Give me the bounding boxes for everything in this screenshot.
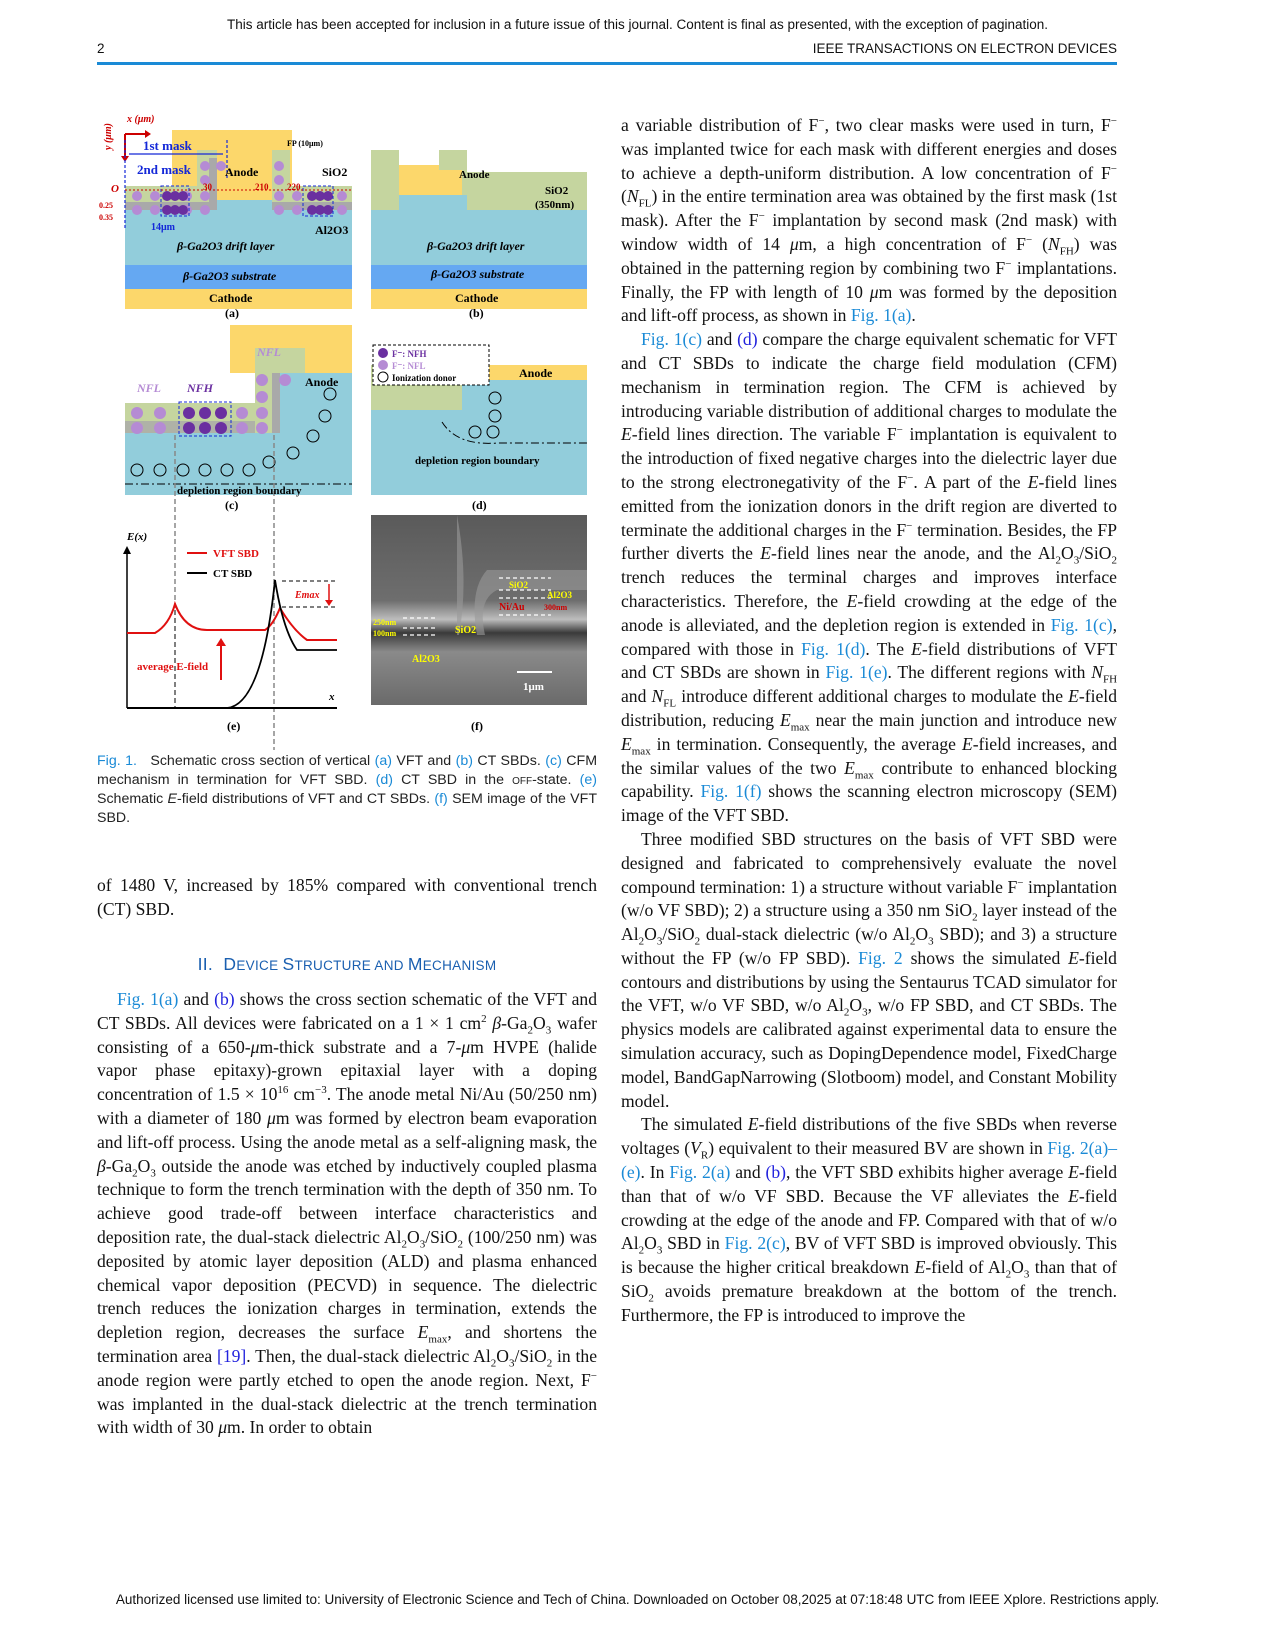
- drift-label: β-Ga2O3 drift layer: [177, 239, 275, 253]
- link-fig1a[interactable]: Fig. 1(a): [117, 989, 179, 1009]
- c-nfl-top: NFL: [257, 345, 281, 359]
- b-sio2-thickness: (350nm): [535, 199, 575, 211]
- link-fig1d[interactable]: (d): [737, 329, 758, 350]
- x-tick-220: 220: [287, 182, 301, 192]
- paragraph-structure: Fig. 1(a) and (b) shows the cross section schematic of the VFT and CT SBDs. All devices were fabricated on a 1 × 1 $cm^2$ $\beta-Ga_2O_3$ wafer consisting of a 650-μm-thick substrate and a 7-μm HVPE (halide vapor phase epitaxy)-grown epitaxial layer with a doping concentration of $1.5 \times 10^{16}$ $cm^{-3}$. The anode metal Ni/Au (50/250 nm) with a diameter of 180 μm was formed by electron beam evaporation and lift-off process. Using the anode metal as a self-aligning mask, the $\beta-Ga_2O_3$ outside the anode was etched by inductively coupled plasma technique to form the trench termination with the depth of 350 nm. To achieve good trade-off between interface characteristics and deposition rate, the dual-stack dielectric $Al_2O_3/SiO_2$ (100/250 nm) was deposited by atomic layer deposition (ALD) and plasma enhanced chemical vapor deposition (PECVD) in sequence. The dielectric trench reduces the ionization charges in termination, extends the depletion region, decreases the surface $E_{max}$, and shortens the termination area [19]. Then, the dual-stack dielectric $Al_2O_3/SiO_2$ in the anode region were partly etched to open the anode region. Next, F− was implanted in the dual-stack dielectric at the trench termination with width of 30 μm. In order to obtain: [97, 989, 598, 1438]
- link-fig1c[interactable]: Fig. 1(c): [641, 329, 703, 350]
- anode-label: Anode: [225, 165, 259, 179]
- e-legend-vft: VFT SBD: [213, 548, 259, 560]
- caption-link-a[interactable]: (a): [374, 753, 392, 769]
- f-250nm: 250nm: [373, 618, 397, 627]
- fp-label: FP (10μm): [287, 139, 323, 148]
- panel-b: [371, 150, 587, 320]
- window-label: 14μm: [151, 222, 175, 233]
- d-anode: Anode: [519, 366, 553, 380]
- f-scale-bar: 1μm: [523, 681, 544, 693]
- al2o3-label: Al2O3: [315, 223, 349, 237]
- caption-fig-label[interactable]: Fig. 1.: [97, 753, 137, 769]
- caption-link-f[interactable]: (f): [434, 791, 448, 807]
- figure-caption: Fig. 1. Schematic cross section of vertical (a) VFT and (b) CT SBDs. (c) CFM mechanism in termination for VFT SBD. (d) CT SBD in the off-state. (e) Schematic E-field distributions of VFT and CT SBDs. (f) SEM image of the VFT SBD.: [97, 753, 598, 826]
- f-sio2-top: SiO2: [509, 580, 529, 590]
- f-al2o3-top: Al2O3: [547, 590, 573, 600]
- caption-link-e[interactable]: (e): [579, 772, 597, 788]
- panel-f-label: (f): [471, 719, 483, 733]
- caption-link-b[interactable]: (b): [455, 753, 473, 769]
- e-emax: Emax: [295, 590, 320, 601]
- link-fig1f[interactable]: Fig. 1(f): [700, 781, 762, 802]
- left-column-body: [97, 988, 597, 1440]
- b-anode-label: Anode: [459, 169, 490, 181]
- panel-a-label: (a): [225, 306, 239, 320]
- c-nfl-left: NFL: [137, 381, 161, 395]
- panel-f: [371, 515, 587, 733]
- c-boundary: depletion region boundary: [177, 485, 302, 497]
- panel-c: [125, 325, 352, 750]
- c-nfh: NFH: [187, 381, 214, 395]
- d-legend-nfl: F⁻: NFL: [392, 361, 426, 371]
- panel-b-label: (b): [469, 306, 484, 320]
- f-100nm: 100nm: [373, 629, 397, 638]
- f-sio2-left: SiO2: [455, 625, 477, 636]
- journal-title: IEEE TRANSACTIONS ON ELECTRON DEVICES: [812, 41, 1117, 56]
- panel-e-label: (e): [227, 719, 241, 733]
- header-rule: [97, 62, 1117, 65]
- d-legend-nfh: F⁻: NFH: [392, 349, 427, 359]
- mask2-label: 2nd mask: [137, 162, 191, 177]
- caption-link-d[interactable]: (d): [375, 772, 393, 788]
- e-xlabel: x: [329, 691, 335, 703]
- axis-y-label: y (μm): [103, 123, 114, 150]
- d-legend-donor: Ionization donor: [392, 373, 457, 383]
- cathode-label: Cathode: [209, 291, 253, 305]
- y-tick-025: 0.25: [99, 201, 113, 210]
- panel-d: [371, 345, 587, 512]
- b-sio2-label: SiO2: [545, 185, 569, 197]
- panel-e: [123, 531, 337, 733]
- mask1-label: 1st mask: [143, 138, 192, 153]
- paragraph-modified: Three modified SBD structures on the basis of VFT SBD were designed and fabricated to comprehensively evaluate the novel compound termination: 1) a structure without variable F− implantation (w/o VF SBD); 2) a structure using a 350 nm SiO$_2$ layer instead of the $Al_2O_3/SiO_2$ dual-stack dielectric (w/o $Al_2O_3$ SBD); and 3) a structure without the FP (w/o FP SBD). Fig. 2 shows the simulated E-field contours and distributions by using the Sentaurus TCAD simulator for the VFT, w/o VF SBD, w/o $Al_2O_3$, w/o FP SBD, and CT SBDs. The physics models are calibrated against experimental data to ensure the simulation accuracy, such as DopingDependence model, FixedCharge model, BandGapNarrowing (Slotboom) model, and Constant Mobility model.: [621, 828, 1117, 1111]
- axis-x-label: x (μm): [127, 114, 155, 125]
- paragraph-cfm: Fig. 1(c) and (d) compare the charge equivalent schematic for VFT and CT SBDs to indicate the charge field modulation (CFM) mechanism in termination region. The CFM is achieved by introducing variable distribution of additional charges to modulate the E-field lines direction. The variable F− implantation is equivalent to the introduction of fixed negative charges into the dielectric layer due to the strong electronegativity of the F−. A part of the E-field lines emitted from the ionization donors in the drift region are diverted to terminate the additional charges in the F− termination. Besides, the FP further diverts the E-field lines near the anode, and the $Al_2O_3/SiO_2$ trench reduces the terminal charges and improves interface characteristics. Therefore, the E-field crowding at the edge of the anode is alleviated, and the depletion region is extended in Fig. 1(c), compared with those in Fig. 1(d). The E-field distributions of VFT and CT SBDs are shown in Fig. 1(e). The different regions with $N_{FH}$ and $N_{FL}$ introduce different additional charges to modulate the E-field distribution, reducing $E_{max}$ near the main junction and introduce new $E_{max}$ in termination. Consequently, the average E-field increases, and the similar values of the two $E_{max}$ contribute to enhanced blocking capability. Fig. 1(f) shows the scanning electron microscopy (SEM) image of the VFT SBD.: [621, 329, 1118, 826]
- c-anode: Anode: [305, 375, 339, 389]
- substrate-label: β-Ga2O3 substrate: [183, 269, 277, 283]
- b-cathode-label: Cathode: [455, 291, 499, 305]
- e-ylabel: E(x): [127, 531, 148, 543]
- origin-label: O: [111, 183, 119, 195]
- y-tick-035: 0.35: [99, 213, 113, 222]
- b-drift-label: β-Ga2O3 drift layer: [427, 239, 525, 253]
- paragraph-implant: a variable distribution of F−, two clear masks were used in turn, F− was implanted twice for each mask with different energies and doses to achieve a depth-uniform distribution. A low concentration of F− $(N_{FL})$ in the entire termination area was obtained by the first mask (1st mask). After the F− implantation by second mask (2nd mask) with window width of 14 μm, a high concentration of F− $(N_{FH})$ was obtained in the patterning region by combining two F− implantations. Finally, the FP with length of 10 μm was formed by the deposition and lift-off process, as shown in Fig. 1(a).: [621, 115, 1118, 326]
- link-fig1e[interactable]: Fig. 1(e): [825, 662, 888, 683]
- link-fig1c-2[interactable]: Fig. 1(c): [1050, 614, 1113, 635]
- d-boundary: depletion region boundary: [415, 455, 540, 467]
- x-tick-210: 210: [255, 182, 269, 192]
- sio2-label: SiO2: [322, 165, 348, 179]
- right-column-body: [621, 114, 1117, 1328]
- link-fig2a[interactable]: Fig. 2(a): [669, 1162, 731, 1183]
- link-fig2c[interactable]: Fig. 2(c): [724, 1233, 786, 1254]
- b-substrate-label: β-Ga2O3 substrate: [431, 267, 525, 281]
- panel-d-label: (d): [472, 498, 487, 512]
- figure-1: [97, 110, 602, 750]
- link-fig2a-e[interactable]: Fig. 2(a)–(e): [621, 1138, 1118, 1183]
- link-fig1d-2[interactable]: Fig. 1(d): [801, 638, 866, 659]
- panel-a: [99, 114, 352, 320]
- left-column-intro: [97, 874, 597, 922]
- x-tick-30: 30: [203, 182, 212, 192]
- link-fig1a-2[interactable]: Fig. 1(a): [850, 305, 912, 326]
- page-number: 2: [97, 41, 105, 56]
- panel-c-label: (c): [225, 498, 239, 512]
- e-legend-ct: CT SBD: [213, 568, 253, 580]
- link-fig1b[interactable]: (b): [214, 989, 235, 1009]
- citation-19[interactable]: [19]: [216, 1345, 247, 1366]
- acceptance-notice: This article has been accepted for inclusion in a future issue of this journal. Content is final as presented, with the exception of pagination.: [227, 17, 1048, 32]
- paragraph-simulation: The simulated E-field distributions of the five SBDs when reverse voltages $(V_R)$ equivalent to their measured BV are shown in Fig. 2(a)–(e). In Fig. 2(a) and (b), the VFT SBD exhibits higher average E-field than that of w/o VF SBD. Because the VF alleviates the E-field crowding at the edge of the anode and FP. Compared with that of w/o $Al_2O_3$ SBD in Fig. 2(c), BV of VFT SBD is improved obviously. This is because the higher critical breakdown E-field of $Al_2O_3$ than that of SiO$_2$ avoids premature breakdown at the bottom of the trench. Furthermore, the FP is introduced to improve the: [621, 1114, 1118, 1325]
- link-fig2b[interactable]: (b): [765, 1162, 787, 1183]
- e-avg: average E-field: [137, 661, 209, 673]
- license-footer: Authorized licensed use limited to: University of Electronic Science and Tech of China. Downloaded on October 08,2025 at 07:18:48 UTC from IEEE Xplore. Restrictions apply.: [115, 1592, 1160, 1607]
- f-al2o3-left: Al2O3: [412, 654, 440, 665]
- f-niau-thickness: 300nm: [544, 603, 568, 612]
- link-fig2[interactable]: Fig. 2: [858, 947, 903, 968]
- section-heading: II. DEVICE STRUCTURE AND MECHANISM: [197, 954, 497, 974]
- caption-link-c[interactable]: (c): [545, 753, 562, 769]
- f-niau: Ni/Au: [499, 602, 525, 613]
- intro-paragraph-end: of 1480 V, increased by 185% compared with conventional trench (CT) SBD.: [97, 875, 597, 919]
